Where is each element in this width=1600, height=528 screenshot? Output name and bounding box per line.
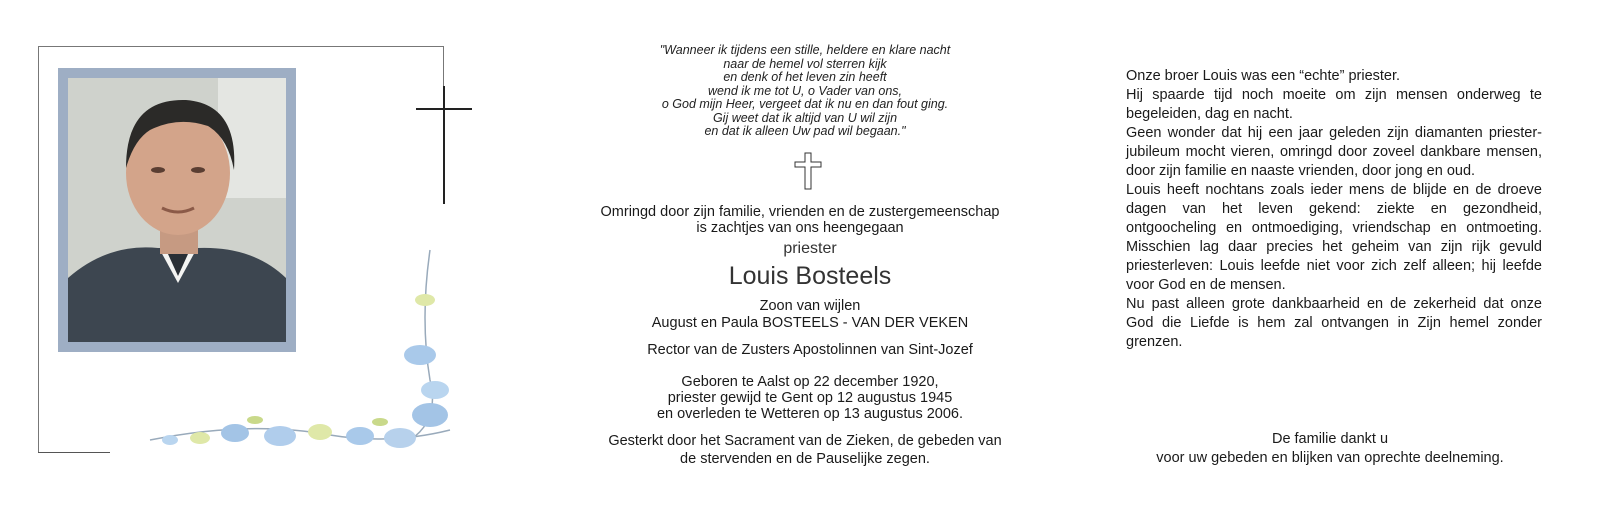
large-cross-icon (443, 86, 445, 204)
poem-line: wend ik me tot U, o Vader van ons, (707, 83, 903, 98)
bio-paragraph: Louis heeft nochtans zoals ieder mens de blijde en de droeve dagen van het leven gekend: ziekte en gezondheid, ontgoocheling en ontmoediging, vriendschap en ontmoeting. Misschien lag daar precies het geheim van zijn rijk gevuld priesterleven: Louis leefde niet voor zich zelf alleen; hij leefde voor God en de mensen. (1126, 182, 1542, 293)
frame-line-top (38, 46, 444, 47)
poem-line: Gij weet dat ik altijd van U wil zijn (712, 110, 898, 125)
rector-title: Rector van de Zusters Apostolinnen van Sint-Jozef (647, 342, 973, 358)
poem (610, 44, 1000, 139)
bio-paragraph: Nu past alleen grote dankbaarheid en de zekerheid dat onze God die Liefde is hem zal ontvangen in Zijn hemel zonder grenzen. (1126, 296, 1542, 350)
sacrament-note: Gesterkt door het Sacrament van de Zieken, de gebeden van de stervenden en de Pauselijke zegen. (608, 433, 1002, 467)
bio-paragraph: Geen wonder dat hij een jaar geleden zijn diamanten priester-jubileum mocht vieren, omringd door zoveel dankbare mensen, door zijn familie en naaste vrienden, door jong en oud. (1126, 125, 1542, 179)
poem-line: naar de hemel vol sterren kijk (723, 56, 887, 71)
deceased-role: priester (783, 240, 837, 257)
life-dates: Geboren te Aalst op 22 december 1920, priester gewijd te Gent op 12 augustus 1945 en overleden te Wetteren op 13 augustus 2006. (656, 374, 964, 422)
parents: Zoon van wijlen August en Paula BOSTEELS - VAN DER VEKEN (651, 298, 969, 331)
poem-line: en dat ik alleen Uw pad wil begaan." (704, 124, 906, 138)
poem-line: o God mijn Heer, vergeet dat ik nu en dan fout ging. (661, 97, 949, 111)
deceased-name: Louis Bosteels (728, 262, 892, 290)
poem-line: "Wanneer ik tijdens een stille, heldere en klare nacht (659, 43, 951, 57)
large-cross-bar (416, 108, 472, 110)
floral-decoration (130, 240, 470, 460)
frame-line-left (38, 46, 39, 452)
biography (1126, 67, 1542, 352)
poem-line: en denk of het leven zin heeft (723, 70, 887, 84)
bio-paragraph: Hij spaarde tijd noch moeite om zijn mensen onderweg te begeleiden, dag en nacht. (1126, 87, 1542, 122)
bio-paragraph: Onze broer Louis was een “echte” priester. (1126, 68, 1401, 84)
passing-announcement: Omringd door zijn familie, vrienden en de zustergemeenschap is zachtjes van ons heengegaan (600, 204, 1000, 236)
family-thanks: De familie dankt u voor uw gebeden en blijken van oprechte deelneming. (1156, 431, 1504, 466)
frame-line-bottom (38, 452, 110, 453)
latin-cross-icon (793, 152, 823, 190)
frame-line-right (443, 46, 444, 88)
